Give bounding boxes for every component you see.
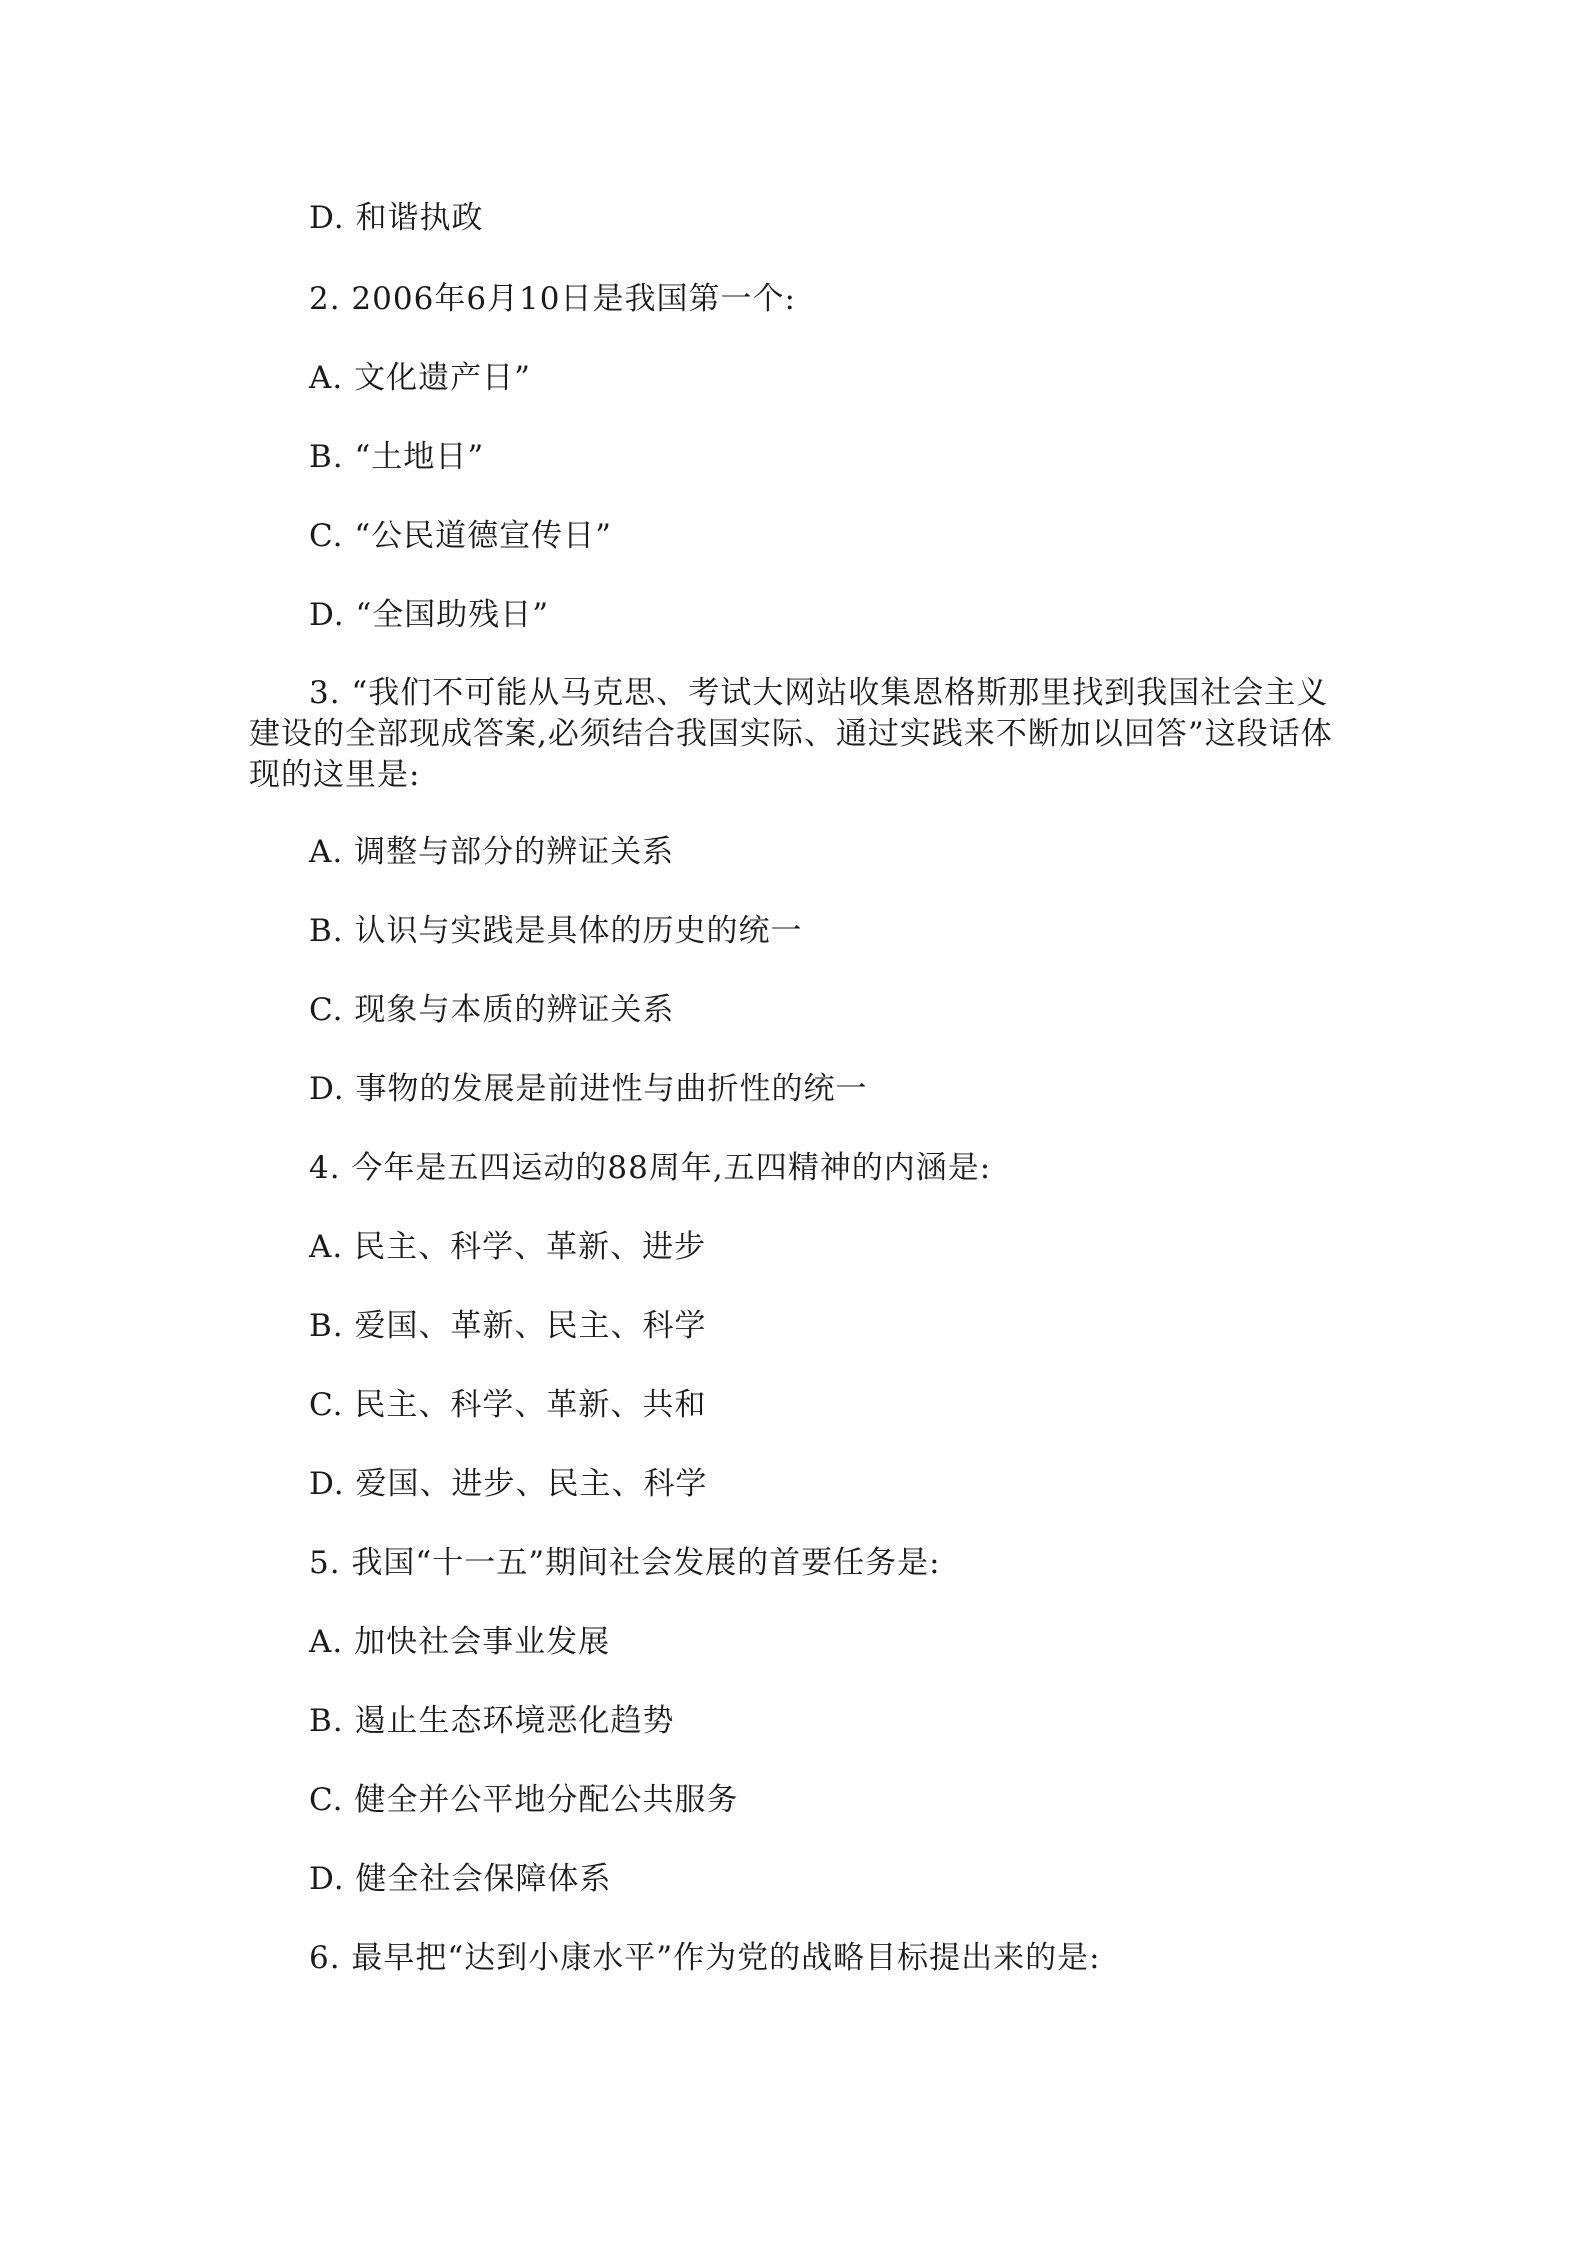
option-c-q5: C. 健全并公平地分配公共服务 (309, 1782, 739, 1818)
question-5: 5. 我国“十一五”期间社会发展的首要任务是: (309, 1545, 941, 1581)
option-a-q3: A. 调整与部分的辨证关系 (309, 834, 675, 870)
option-b-q2: B. “土地日” (309, 439, 485, 475)
option-d-q4: D. 爱国、进步、民主、科学 (309, 1466, 708, 1502)
option-d-q3: D. 事物的发展是前进性与曲折性的统一 (309, 1071, 868, 1107)
option-d-q1: D. 和谐执政 (309, 200, 484, 236)
option-a-q2: A. 文化遗产日” (309, 360, 531, 396)
option-a-q4: A. 民主、科学、革新、进步 (309, 1229, 707, 1265)
option-b-q3: B. 认识与实践是具体的历史的统一 (309, 913, 803, 949)
question-4: 4. 今年是五四运动的88周年,五四精神的内涵是: (309, 1150, 992, 1186)
option-b-q4: B. 爱国、革新、民主、科学 (309, 1308, 707, 1344)
option-c-q3: C. 现象与本质的辨证关系 (309, 992, 675, 1028)
option-b-q5: B. 遏止生态环境恶化趋势 (309, 1703, 675, 1739)
option-c-q4: C. 民主、科学、革新、共和 (309, 1387, 707, 1423)
question-3: 3. “我们不可能从马克思、考试大网站收集恩格斯那里找到我国社会主义建设的全部现成答案,必须结合我国实际、通过实践来不断加以回答”这段话体现的这里是: (249, 675, 1333, 793)
question-2: 2. 2006年6月10日是我国第一个: (309, 281, 796, 317)
question-6: 6. 最早把“达到小康水平”作为党的战略目标提出来的是: (309, 1940, 1101, 1976)
option-d-q5: D. 健全社会保障体系 (309, 1861, 612, 1897)
option-c-q2: C. “公民道德宣传日” (309, 518, 613, 554)
option-a-q5: A. 加快社会事业发展 (309, 1624, 611, 1660)
option-d-q2: D. “全国助残日” (309, 597, 550, 633)
